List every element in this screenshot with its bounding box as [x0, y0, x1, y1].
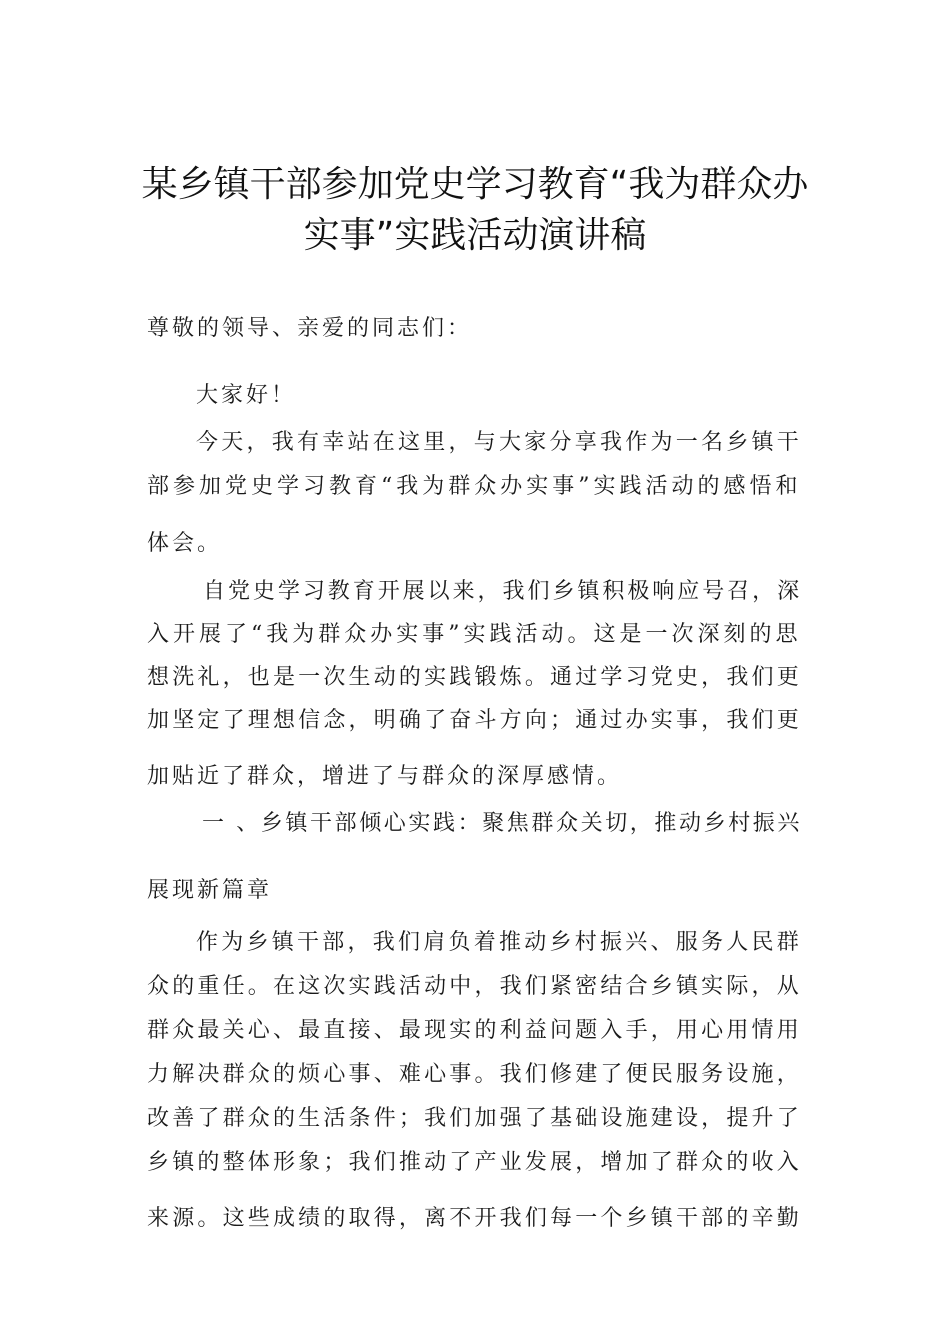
paragraph-line: 力解决群众的烦心事、难心事。我们修建了便民服务设施，: [147, 1062, 802, 1087]
paragraph-line: 体会。: [147, 531, 223, 556]
paragraph-line: 来源。这些成绩的取得，离不开我们每一个乡镇干部的辛勤: [147, 1206, 802, 1231]
paragraph-line: 改善了群众的生活条件；我们加强了基础设施建设，提升了: [147, 1106, 802, 1131]
paragraph-line: 加坚定了理想信念，明确了奋斗方向；通过办实事，我们更: [147, 708, 802, 733]
paragraph-line: 自党史学习教育开展以来，我们乡镇积极响应号召，深: [203, 579, 803, 604]
paragraph-line: 作为乡镇干部，我们肩负着推动乡村振兴、服务人民群: [196, 930, 803, 955]
paragraph-line: 群众最关心、最直接、最现实的利益问题入手，用心用情用: [147, 1018, 802, 1043]
paragraph-line: 加贴近了群众，增进了与群众的深厚感情。: [147, 764, 623, 789]
document-title-line-2: 实事”实践活动演讲稿: [303, 215, 647, 256]
section-heading-continued: 展现新篇章: [147, 878, 273, 903]
paragraph-line: 众的重任。在这次实践活动中，我们紧密结合乡镇实际，从: [147, 974, 802, 999]
section-heading: 一 、乡镇干部倾心实践：聚焦群众关切，推动乡村振兴: [202, 811, 802, 836]
paragraph-line: 部参加党史学习教育“我为群众办实事”实践活动的感悟和: [147, 474, 802, 499]
salutation: 尊敬的领导、亲爱的同志们：: [147, 316, 473, 341]
paragraph-line: 乡镇的整体形象；我们推动了产业发展，增加了群众的收入: [147, 1150, 802, 1175]
paragraph-line: 入开展了“我为群众办实事”实践活动。这是一次深刻的思: [147, 622, 802, 647]
greeting: 大家好！: [196, 383, 297, 408]
document-title-line-1: 某乡镇干部参加党史学习教育“我为群众办: [141, 164, 809, 205]
paragraph-line: 今天，我有幸站在这里，与大家分享我作为一名乡镇干: [196, 430, 803, 455]
paragraph-line: 想洗礼，也是一次生动的实践锻炼。通过学习党史，我们更: [147, 665, 802, 690]
